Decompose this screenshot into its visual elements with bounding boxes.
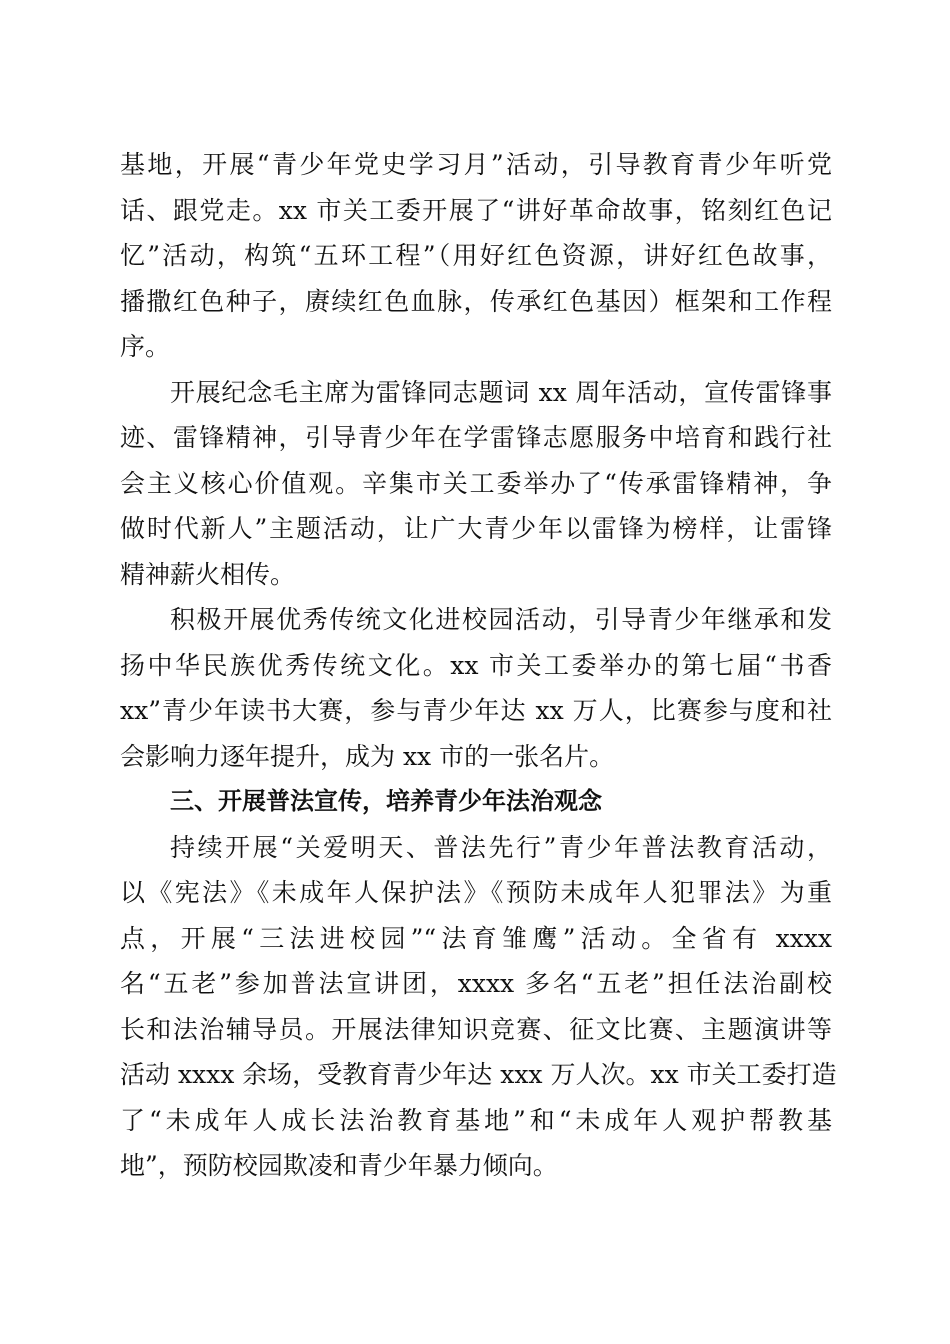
paragraph-1-line-2: 话、跟党走。xx 市关工委开展了“讲好革命故事，铭刻红色记 bbox=[120, 195, 832, 225]
section-heading: 三、开展普法宣传，培养青少年法治观念 bbox=[170, 787, 602, 815]
paragraph-1-line-4: 播撒红色种子，赓续红色血脉，传承红色基因）框架和工作程 bbox=[120, 286, 832, 316]
paragraph-1-line-1: 基地，开展“青少年党史学习月”活动，引导教育青少年听党 bbox=[120, 150, 832, 179]
paragraph-2-line-2: 迹、雷锋精神，引导青少年在学雷锋志愿服务中培育和践行社 bbox=[120, 423, 832, 452]
paragraph-4-line-2: 以《宪法》《未成年人保护法》《预防未成年人犯罪法》为重 bbox=[120, 878, 832, 907]
document-body bbox=[120, 142, 837, 1189]
paragraph-4-line-3: 点，开展“三法进校园”“法育雏鹰”活动。全省有 xxxx bbox=[120, 923, 832, 953]
paragraph-3-line-4: 会影响力逐年提升，成为 xx 市的一张名片。 bbox=[120, 741, 615, 771]
paragraph-4-line-7: 了“未成年人成长法治教育基地”和“未成年人观护帮教基 bbox=[120, 1105, 832, 1135]
paragraph-2-line-4: 做时代新人”主题活动，让广大青少年以雷锋为榜样，让雷锋 bbox=[120, 514, 832, 543]
paragraph-1-line-3: 忆”活动，构筑“五环工程”（用好红色资源，讲好红色故事， bbox=[120, 241, 832, 270]
paragraph-3-line-2: 扬中华民族优秀传统文化。xx 市关工委举办的第七届“书香 bbox=[120, 650, 832, 680]
paragraph-4-line-5: 长和法治辅导员。开展法律知识竞赛、征文比赛、主题演讲等 bbox=[120, 1014, 832, 1044]
paragraph-3-line-3: xx”青少年读书大赛，参与青少年达 xx 万人，比赛参与度和社 bbox=[120, 696, 832, 725]
paragraph-4-line-6: 活动 xxxx 余场，受教育青少年达 xxx 万人次。xx 市关工委打造 bbox=[120, 1060, 837, 1089]
paragraph-4-line-1: 持续开展“关爱明天、普法先行”青少年普法教育活动， bbox=[170, 832, 832, 862]
paragraph-2-line-5: 精神薪火相传。 bbox=[120, 559, 296, 589]
paragraph-4-line-4: 名“五老”参加普法宣讲团，xxxx 多名“五老”担任法治副校 bbox=[120, 969, 832, 998]
paragraph-2-line-3: 会主义核心价值观。辛集市关工委举办了“传承雷锋精神，争 bbox=[120, 468, 832, 498]
paragraph-3-line-1: 积极开展优秀传统文化进校园活动，引导青少年继承和发 bbox=[170, 605, 832, 634]
paragraph-1-line-5: 序。 bbox=[120, 332, 171, 361]
paragraph-4-line-8: 地”，预防校园欺凌和青少年暴力倾向。 bbox=[120, 1151, 558, 1180]
paragraph-2-line-1: 开展纪念毛主席为雷锋同志题词 xx 周年活动，宣传雷锋事 bbox=[170, 377, 832, 407]
